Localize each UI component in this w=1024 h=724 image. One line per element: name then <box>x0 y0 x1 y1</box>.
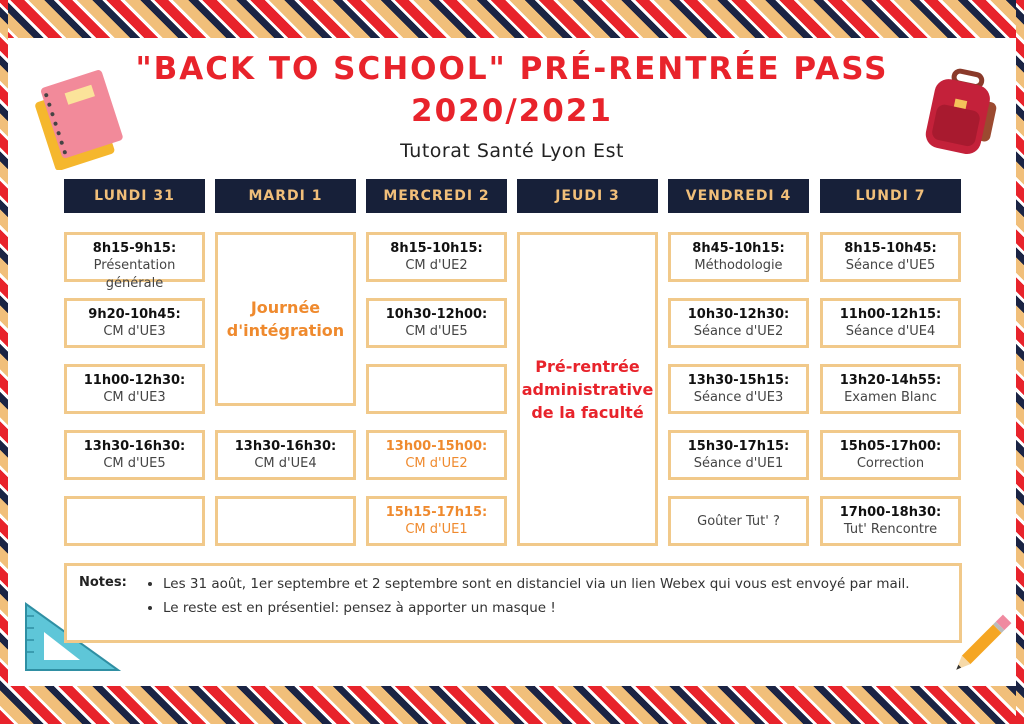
slot-desc: Méthodologie <box>694 258 783 273</box>
slot-desc: Séance d'UE2 <box>693 324 784 339</box>
schedule-slot <box>820 430 961 480</box>
slot-time: 15h05-17h00: <box>839 439 942 454</box>
slot-time: 13h20-14h55: <box>839 373 942 388</box>
slot-time: 13h30-16h30: <box>83 439 186 454</box>
slot-time: 15h30-17h15: <box>687 439 790 454</box>
administrative-prerentree-block: Pré-rentrée administrative de la faculté <box>517 232 658 546</box>
day-header-jeudi-3: JEUDI 3 <box>517 179 658 213</box>
schedule-slot <box>64 298 205 348</box>
schedule-slot <box>668 496 809 546</box>
slot-time: 15h15-17h15: <box>385 505 488 520</box>
schedule-slot-empty <box>366 364 507 414</box>
day-header-mercredi-2: MERCREDI 2 <box>366 179 507 213</box>
slot-desc: Séance d'UE3 <box>693 390 784 405</box>
schedule-slot <box>668 232 809 282</box>
slot-time: 10h30-12h00: <box>385 307 488 322</box>
slot-desc: CM d'UE3 <box>103 390 166 405</box>
slot-time: 11h00-12h15: <box>839 307 942 322</box>
slot-desc: Goûter Tut' ? <box>697 514 780 529</box>
slot-time: 8h15-9h15: <box>92 241 177 256</box>
notes-list <box>145 572 910 620</box>
integration-day-block: Journée d'intégration <box>215 232 356 406</box>
slot-time: 8h45-10h15: <box>692 241 785 256</box>
slot-desc: Présentation générale <box>93 258 176 291</box>
page-subtitle: Tutorat Santé Lyon Est <box>400 140 624 162</box>
schedule-slot-empty <box>64 496 205 546</box>
slot-desc: CM d'UE2 <box>405 258 468 273</box>
schedule-slot-empty <box>215 496 356 546</box>
slot-desc: CM d'UE4 <box>254 456 317 471</box>
schedule-slot <box>366 430 507 480</box>
slot-desc: Examen Blanc <box>844 390 937 405</box>
slot-desc: Tut' Rencontre <box>843 522 938 537</box>
day-header-lundi-7: LUNDI 7 <box>820 179 961 213</box>
schedule-slot <box>366 496 507 546</box>
slot-time: 13h00-15h00: <box>385 439 488 454</box>
slot-time: 17h00-18h30: <box>839 505 942 520</box>
page-title-line2: 2020/2021 <box>411 93 613 129</box>
schedule-slot <box>366 232 507 282</box>
schedule-slot <box>820 298 961 348</box>
day-header-mardi-1: MARDI 1 <box>215 179 356 213</box>
slot-time: 10h30-12h30: <box>687 307 790 322</box>
schedule-slot <box>215 430 356 480</box>
slot-desc: Séance d'UE4 <box>845 324 936 339</box>
bottom-stripe-border <box>0 686 1024 724</box>
schedule-slot <box>820 364 961 414</box>
slot-desc: Correction <box>856 456 925 471</box>
schedule-slot <box>366 298 507 348</box>
slot-time: 9h20-10h45: <box>88 307 181 322</box>
notes-item: • Les 31 août, 1er septembre et 2 septembre sont en distanciel via un lien Webex qui vous est envoyé par mail. <box>163 572 910 596</box>
notes-item: • Le reste est en présentiel: pensez à apporter un masque ! <box>163 596 910 620</box>
slot-time: 13h30-16h30: <box>234 439 337 454</box>
day-header-vendredi-4: VENDREDI 4 <box>668 179 809 213</box>
schedule-slot <box>820 232 961 282</box>
schedule-slot <box>668 430 809 480</box>
slot-desc: Séance d'UE5 <box>845 258 936 273</box>
schedule-slot <box>668 364 809 414</box>
schedule-slot <box>668 298 809 348</box>
top-stripe-border <box>0 0 1024 38</box>
schedule-slot <box>64 232 205 291</box>
slot-desc: CM d'UE5 <box>103 456 166 471</box>
schedule-slot <box>64 430 205 480</box>
slot-time: 13h30-15h15: <box>687 373 790 388</box>
slot-desc: CM d'UE2 <box>405 456 468 471</box>
slot-desc: Séance d'UE1 <box>693 456 784 471</box>
slot-desc: CM d'UE5 <box>405 324 468 339</box>
page-title-line1: "BACK TO SCHOOL" PRÉ-RENTRÉE PASS <box>135 51 889 87</box>
slot-time: 8h15-10h45: <box>844 241 937 256</box>
day-header-lundi-31: LUNDI 31 <box>64 179 205 213</box>
slot-desc: CM d'UE3 <box>103 324 166 339</box>
notes-box <box>64 563 962 643</box>
notes-label: Notes: <box>79 575 127 590</box>
slot-desc: CM d'UE1 <box>405 522 468 537</box>
schedule-slot <box>64 364 205 414</box>
slot-time: 11h00-12h30: <box>83 373 186 388</box>
schedule-slot <box>820 496 961 546</box>
slot-time: 8h15-10h15: <box>390 241 483 256</box>
